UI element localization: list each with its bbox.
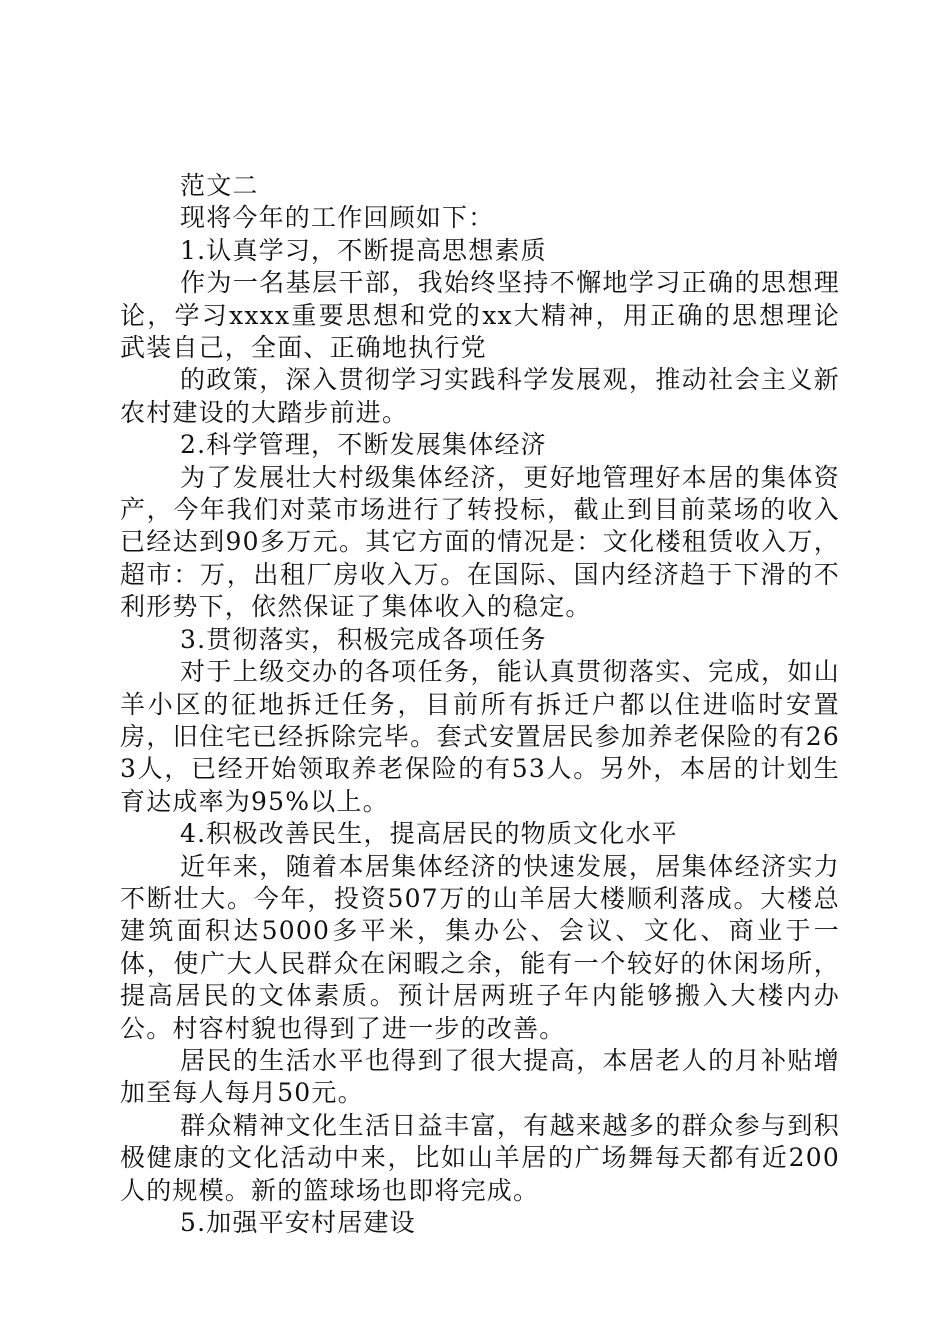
document-body [120,170,840,1239]
section-heading-4: 4.积极改善民生，提高居民的物质文化水平 [180,819,678,849]
section-heading-3: 3.贯彻落实，积极完成各项任务 [180,624,547,654]
paragraph: 群众精神文化生活日益丰富，有越来越多的群众参与到积极健康的文化活动中来，比如山羊居的广场舞每天都有近200人的规模。新的篮球场也即将完成。 [120,1110,840,1205]
paragraph: 为了发展壮大村级集体经济，更好地管理好本居的集体资产，今年我们对菜市场进行了转投标，截止到目前菜场的收入已经达到90多万元。其它方面的情况是：文化楼租赁收入万，超市：万，出租厂房收入万。在国际、国内经济趋于下滑的不利形势下，依然保证了集体收入的稳定。 [120,462,840,622]
paragraph: 对于上级交办的各项任务，能认真贯彻落实、完成，如山羊小区的征地拆迁任务，目前所有拆迁户都以住进临时安置房，旧住宅已经拆除完毕。套式安置居民参加养老保险的有263人，已经开始领取养老保险的有53人。另外，本居的计划生育达成率为95%以上。 [120,657,840,816]
paragraph: 居民的生活水平也得到了很大提高，本居老人的月补贴增加至每人每月50元。 [120,1045,840,1108]
paragraph-intro: 现将今年的工作回顾如下： [180,203,495,233]
paragraph: 的政策，深入贯彻学习实践科学发展观，推动社会主义新农村建设的大踏步前进。 [120,365,840,427]
paragraph: 近年来，随着本居集体经济的快速发展，居集体经济实力不断壮大。今年，投资507万的山羊居大楼顺利落成。大楼总建筑面积达5000多平米，集办公、会议、文化、商业于一体，使广大人民群众在闲暇之余，能有一个较好的休闲场所，提高居民的文体素质。预计居两班子年内能够搬入大楼内办公。村容村貌也得到了进一步的改善。 [120,851,840,1043]
paragraph: 作为一名基层干部，我始终坚持不懈地学习正确的思想理论，学习xxxx重要思想和党的xx大精神，用正确的思想理论武装自己，全面、正确地执行党 [120,268,840,363]
section-heading-2: 2.科学管理，不断发展集体经济 [180,430,547,460]
section-heading-5: 5.加强平安村居建设 [180,1208,416,1237]
paragraph-heading-title: 范文二 [180,171,259,200]
section-heading-1: 1.认真学习，不断提高思想素质 [180,235,547,265]
